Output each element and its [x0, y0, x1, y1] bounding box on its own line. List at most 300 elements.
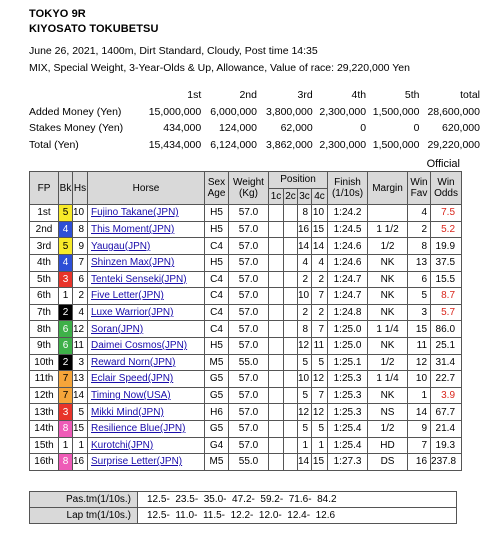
finish-time: 1:24.8 [328, 304, 368, 321]
position-c1 [269, 420, 284, 437]
sex-age: H6 [205, 404, 229, 421]
position-c4: 2 [312, 271, 328, 288]
position-c1 [269, 221, 284, 238]
bracket-number: 4 [59, 254, 73, 271]
horse-name-link[interactable]: Soran(JPN) [91, 323, 144, 335]
win-odds: 86.0 [431, 321, 462, 338]
position-c3: 4 [298, 254, 312, 271]
bracket-number: 3 [59, 404, 73, 421]
horse-name-link[interactable]: Daimei Cosmos(JPN) [91, 340, 188, 352]
position-c2 [284, 454, 298, 471]
sex-age: M5 [205, 354, 229, 371]
header-weight: Weight (Kg) [229, 172, 269, 205]
money-value: 1,500,000 [372, 138, 420, 151]
finish-time: 1:24.5 [328, 221, 368, 238]
race-name: KIYOSATO TOKUBETSU [29, 23, 159, 35]
weight: 57.0 [229, 304, 269, 321]
sex-age: C4 [205, 271, 229, 288]
position-c3: 1 [298, 437, 312, 454]
header-fp: FP [30, 172, 59, 205]
money-header-blank [29, 87, 138, 104]
result-row [30, 271, 462, 288]
win-odds: 15.5 [431, 271, 462, 288]
sex-age: G5 [205, 371, 229, 388]
money-value: 124,000 [219, 122, 257, 135]
win-favorite: 15 [408, 321, 431, 338]
money-value: 2,300,000 [319, 105, 367, 118]
position-c3: 2 [298, 304, 312, 321]
weight: 57.0 [229, 437, 269, 454]
result-row [30, 205, 462, 222]
position-c2 [284, 271, 298, 288]
bracket-number: 2 [59, 354, 73, 371]
horse-number: 10 [73, 205, 88, 222]
margin: NK [368, 288, 408, 305]
win-odds: 7.5 [431, 205, 462, 222]
finish-time: 1:27.3 [328, 454, 368, 471]
finish-time: 1:25.0 [328, 337, 368, 354]
horse-number: 4 [73, 304, 88, 321]
prize-money-table [29, 87, 480, 153]
horse-number: 5 [73, 404, 88, 421]
horse-cell [88, 321, 205, 338]
lap-row [30, 508, 457, 524]
weight: 57.0 [229, 271, 269, 288]
position-c1 [269, 321, 284, 338]
finish-position: 1st [30, 205, 59, 222]
lap-values: 12.5- 23.5- 35.0- 47.2- 59.2- 71.6- 84.2 [138, 492, 457, 508]
finish-position: 6th [30, 288, 59, 305]
race-info-line-2: MIX, Special Weight, 3-Year-Olds & Up, Allowance, Value of race: 29,220,000 Yen [29, 62, 410, 74]
win-favorite: 13 [408, 254, 431, 271]
header-1c: 1c [269, 188, 284, 205]
margin: NK [368, 304, 408, 321]
finish-position: 3rd [30, 238, 59, 255]
horse-cell [88, 404, 205, 421]
header-sex-age: Sex Age [205, 172, 229, 205]
position-c1 [269, 454, 284, 471]
finish-position: 8th [30, 321, 59, 338]
money-column-header: 1st [187, 89, 202, 102]
win-favorite: 3 [408, 304, 431, 321]
horse-number: 1 [73, 437, 88, 454]
race-info-line-1: June 26, 2021, 1400m, Dirt Standard, Cloudy, Post time 14:35 [29, 45, 318, 57]
position-c3: 14 [298, 238, 312, 255]
position-c3: 2 [298, 271, 312, 288]
position-c1 [269, 404, 284, 421]
position-c4: 14 [312, 238, 328, 255]
finish-time: 1:25.3 [328, 371, 368, 388]
position-c2 [284, 288, 298, 305]
bracket-number: 7 [59, 371, 73, 388]
results-table [29, 171, 462, 471]
horse-name-link[interactable]: Fujino Takane(JPN) [91, 207, 179, 219]
weight: 57.0 [229, 371, 269, 388]
position-c2 [284, 221, 298, 238]
position-c2 [284, 404, 298, 421]
horse-number: 7 [73, 254, 88, 271]
weight: 55.0 [229, 354, 269, 371]
position-c2 [284, 371, 298, 388]
money-value: 620,000 [442, 122, 480, 135]
money-header-row [29, 87, 480, 104]
sex-age: C4 [205, 238, 229, 255]
money-value: 15,434,000 [148, 138, 202, 151]
finish-position: 2nd [30, 221, 59, 238]
margin: 1 1/4 [368, 371, 408, 388]
bracket-number: 1 [59, 437, 73, 454]
result-row [30, 420, 462, 437]
horse-cell [88, 288, 205, 305]
horse-name-link[interactable]: Shinzen Max(JPN) [91, 257, 175, 269]
money-value: 0 [360, 122, 367, 135]
margin [368, 205, 408, 222]
bracket-number: 2 [59, 304, 73, 321]
margin: 1 1/2 [368, 221, 408, 238]
horse-cell [88, 337, 205, 354]
money-value: 1,500,000 [372, 105, 420, 118]
result-row [30, 454, 462, 471]
sex-age: G5 [205, 420, 229, 437]
finish-position: 9th [30, 337, 59, 354]
lap-label: Pas.tm(1/10s.) [30, 492, 138, 508]
horse-cell [88, 354, 205, 371]
money-value: 3,862,000 [266, 138, 313, 151]
sex-age: C4 [205, 288, 229, 305]
position-c4: 12 [312, 371, 328, 388]
position-c2 [284, 304, 298, 321]
lap-label: Lap tm(1/10s.) [30, 508, 138, 524]
horse-name-link[interactable]: Tenteki Senseki(JPN) [91, 273, 187, 285]
horse-cell [88, 238, 205, 255]
win-favorite: 1 [408, 387, 431, 404]
win-favorite: 8 [408, 238, 431, 255]
position-c2 [284, 238, 298, 255]
lap-values: 12.5- 11.0- 11.5- 12.2- 12.0- 12.4- 12.6 [138, 508, 457, 524]
position-c1 [269, 254, 284, 271]
money-row [29, 120, 480, 137]
result-row [30, 254, 462, 271]
weight: 57.0 [229, 321, 269, 338]
finish-time: 1:25.3 [328, 404, 368, 421]
result-row [30, 387, 462, 404]
horse-name-link[interactable]: This Moment(JPN) [91, 224, 175, 236]
horse-name-link[interactable]: Kurotchi(JPN) [91, 439, 154, 451]
header-margin: Margin [368, 172, 408, 205]
position-c4: 12 [312, 404, 328, 421]
header-position: Position [269, 172, 328, 189]
position-c4: 4 [312, 254, 328, 271]
lap-row [30, 492, 457, 508]
bracket-number: 5 [59, 238, 73, 255]
money-column-header: 4th [351, 89, 367, 102]
header-finish: Finish (1/10s) [328, 172, 368, 205]
money-column-header: total [460, 89, 480, 102]
money-value: 62,000 [280, 122, 313, 135]
finish-time: 1:25.0 [328, 321, 368, 338]
win-odds: 5.7 [431, 304, 462, 321]
money-value: 6,124,000 [210, 138, 257, 151]
position-c4: 11 [312, 337, 328, 354]
win-favorite: 4 [408, 205, 431, 222]
finish-time: 1:24.7 [328, 288, 368, 305]
position-c3: 5 [298, 387, 312, 404]
margin: 1/2 [368, 238, 408, 255]
finish-position: 12th [30, 387, 59, 404]
win-odds: 37.5 [431, 254, 462, 271]
horse-number: 8 [73, 221, 88, 238]
win-odds: 3.9 [431, 387, 462, 404]
position-c1 [269, 354, 284, 371]
horse-number: 12 [73, 321, 88, 338]
finish-time: 1:24.2 [328, 205, 368, 222]
position-c2 [284, 205, 298, 222]
position-c3: 8 [298, 321, 312, 338]
header-2c: 2c [284, 188, 298, 205]
position-c1 [269, 304, 284, 321]
horse-name-link[interactable]: Mikki Mind(JPN) [91, 406, 164, 418]
money-column-header: 2nd [239, 89, 257, 102]
bracket-number: 5 [59, 205, 73, 222]
horse-cell [88, 271, 205, 288]
weight: 57.0 [229, 238, 269, 255]
position-c3: 12 [298, 337, 312, 354]
horse-cell [88, 304, 205, 321]
horse-name-link[interactable]: Timing Now(USA) [91, 390, 171, 402]
margin: NK [368, 271, 408, 288]
finish-time: 1:25.3 [328, 387, 368, 404]
result-row [30, 404, 462, 421]
position-c4: 1 [312, 437, 328, 454]
win-favorite: 11 [408, 337, 431, 354]
position-c4: 2 [312, 304, 328, 321]
horse-name-link[interactable]: Surprise Letter(JPN) [91, 456, 183, 468]
money-value: 15,000,000 [148, 105, 202, 118]
money-row-label: Stakes Money (Yen) [29, 122, 124, 135]
win-odds: 25.1 [431, 337, 462, 354]
horse-cell [88, 205, 205, 222]
win-favorite: 10 [408, 371, 431, 388]
sex-age: H5 [205, 221, 229, 238]
finish-time: 1:25.1 [328, 354, 368, 371]
win-favorite: 16 [408, 454, 431, 471]
win-favorite: 5 [408, 288, 431, 305]
sex-age: H5 [205, 254, 229, 271]
position-c3: 5 [298, 354, 312, 371]
result-row [30, 238, 462, 255]
weight: 57.0 [229, 404, 269, 421]
result-row [30, 354, 462, 371]
position-c1 [269, 437, 284, 454]
position-c3: 5 [298, 420, 312, 437]
header-bk: Bk [59, 172, 73, 205]
horse-number: 14 [73, 387, 88, 404]
position-c1 [269, 371, 284, 388]
weight: 57.0 [229, 337, 269, 354]
finish-position: 15th [30, 437, 59, 454]
position-c2 [284, 387, 298, 404]
horse-number: 11 [73, 337, 88, 354]
position-c3: 14 [298, 454, 312, 471]
finish-time: 1:24.6 [328, 254, 368, 271]
win-favorite: 7 [408, 437, 431, 454]
money-value: 3,800,000 [266, 105, 313, 118]
finish-time: 1:25.4 [328, 437, 368, 454]
money-value: 6,000,000 [210, 105, 257, 118]
horse-number: 3 [73, 354, 88, 371]
horse-cell [88, 387, 205, 404]
header-win-odds: Win Odds [431, 172, 462, 205]
horse-name-link[interactable]: Five Letter(JPN) [91, 290, 164, 302]
money-row [29, 104, 480, 121]
bracket-number: 8 [59, 420, 73, 437]
horse-cell [88, 420, 205, 437]
bracket-number: 3 [59, 271, 73, 288]
margin: NK [368, 387, 408, 404]
finish-position: 13th [30, 404, 59, 421]
win-odds: 8.7 [431, 288, 462, 305]
horse-name-link[interactable]: Resilience Blue(JPN) [91, 423, 186, 435]
position-c4: 7 [312, 288, 328, 305]
position-c2 [284, 321, 298, 338]
header-3c: 3c [298, 188, 312, 205]
bracket-number: 4 [59, 221, 73, 238]
margin: 1/2 [368, 420, 408, 437]
money-row [29, 137, 480, 154]
position-c1 [269, 387, 284, 404]
win-odds: 22.7 [431, 371, 462, 388]
horse-number: 6 [73, 271, 88, 288]
weight: 57.0 [229, 420, 269, 437]
sex-age: G4 [205, 437, 229, 454]
position-c3: 10 [298, 288, 312, 305]
finish-position: 16th [30, 454, 59, 471]
bracket-number: 7 [59, 387, 73, 404]
sex-age: M5 [205, 454, 229, 471]
finish-time: 1:24.6 [328, 238, 368, 255]
race-number: TOKYO 9R [29, 8, 86, 20]
sex-age: H5 [205, 205, 229, 222]
position-c4: 7 [312, 387, 328, 404]
result-row [30, 437, 462, 454]
horse-number: 15 [73, 420, 88, 437]
win-favorite: 6 [408, 271, 431, 288]
win-odds: 21.4 [431, 420, 462, 437]
margin: NS [368, 404, 408, 421]
money-column-header: 3rd [297, 89, 313, 102]
position-c4: 15 [312, 221, 328, 238]
position-c1 [269, 271, 284, 288]
weight: 57.0 [229, 288, 269, 305]
win-favorite: 9 [408, 420, 431, 437]
sex-age: C4 [205, 304, 229, 321]
position-c4: 5 [312, 420, 328, 437]
lap-times-table [29, 491, 457, 524]
finish-time: 1:24.7 [328, 271, 368, 288]
position-c3: 12 [298, 404, 312, 421]
official-label: Official [426, 158, 460, 170]
money-value: 28,600,000 [427, 105, 480, 118]
weight: 57.0 [229, 205, 269, 222]
money-value: 0 [413, 122, 420, 135]
position-c2 [284, 437, 298, 454]
position-c4: 5 [312, 354, 328, 371]
header-4c: 4c [312, 188, 328, 205]
result-row [30, 371, 462, 388]
sex-age: C4 [205, 321, 229, 338]
money-row-label: Added Money (Yen) [29, 105, 122, 118]
win-odds: 5.2 [431, 221, 462, 238]
win-odds: 67.7 [431, 404, 462, 421]
margin: NK [368, 254, 408, 271]
margin: NK [368, 337, 408, 354]
finish-position: 4th [30, 254, 59, 271]
horse-name-link[interactable]: Yaugau(JPN) [91, 240, 151, 252]
horse-number: 13 [73, 371, 88, 388]
result-row [30, 321, 462, 338]
bracket-number: 8 [59, 454, 73, 471]
result-row [30, 221, 462, 238]
header-hs: Hs [73, 172, 88, 205]
finish-position: 11th [30, 371, 59, 388]
position-c1 [269, 288, 284, 305]
horse-name-link[interactable]: Reward Norn(JPN) [91, 356, 176, 368]
result-row [30, 304, 462, 321]
sex-age: H5 [205, 337, 229, 354]
money-row-label: Total (Yen) [29, 138, 79, 151]
weight: 57.0 [229, 387, 269, 404]
margin: HD [368, 437, 408, 454]
result-row [30, 337, 462, 354]
horse-cell [88, 221, 205, 238]
horse-number: 2 [73, 288, 88, 305]
finish-position: 7th [30, 304, 59, 321]
position-c2 [284, 337, 298, 354]
horse-name-link[interactable]: Luxe Warrior(JPN) [91, 307, 174, 319]
horse-cell [88, 371, 205, 388]
horse-cell [88, 454, 205, 471]
bracket-number: 1 [59, 288, 73, 305]
bracket-number: 6 [59, 337, 73, 354]
win-odds: 19.3 [431, 437, 462, 454]
weight: 55.0 [229, 454, 269, 471]
margin: DS [368, 454, 408, 471]
finish-time: 1:25.4 [328, 420, 368, 437]
finish-position: 10th [30, 354, 59, 371]
position-c4: 15 [312, 454, 328, 471]
position-c3: 16 [298, 221, 312, 238]
bracket-number: 6 [59, 321, 73, 338]
position-c3: 10 [298, 371, 312, 388]
position-c1 [269, 238, 284, 255]
win-favorite: 12 [408, 354, 431, 371]
position-c4: 7 [312, 321, 328, 338]
finish-position: 5th [30, 271, 59, 288]
header-horse: Horse [88, 172, 205, 205]
win-odds: 19.9 [431, 238, 462, 255]
sex-age: G5 [205, 387, 229, 404]
result-row [30, 288, 462, 305]
horse-name-link[interactable]: Eclair Speed(JPN) [91, 373, 174, 385]
position-c4: 10 [312, 205, 328, 222]
win-favorite: 14 [408, 404, 431, 421]
position-c2 [284, 420, 298, 437]
position-c1 [269, 337, 284, 354]
horse-number: 16 [73, 454, 88, 471]
margin: 1/2 [368, 354, 408, 371]
horse-cell [88, 254, 205, 271]
finish-position: 14th [30, 420, 59, 437]
